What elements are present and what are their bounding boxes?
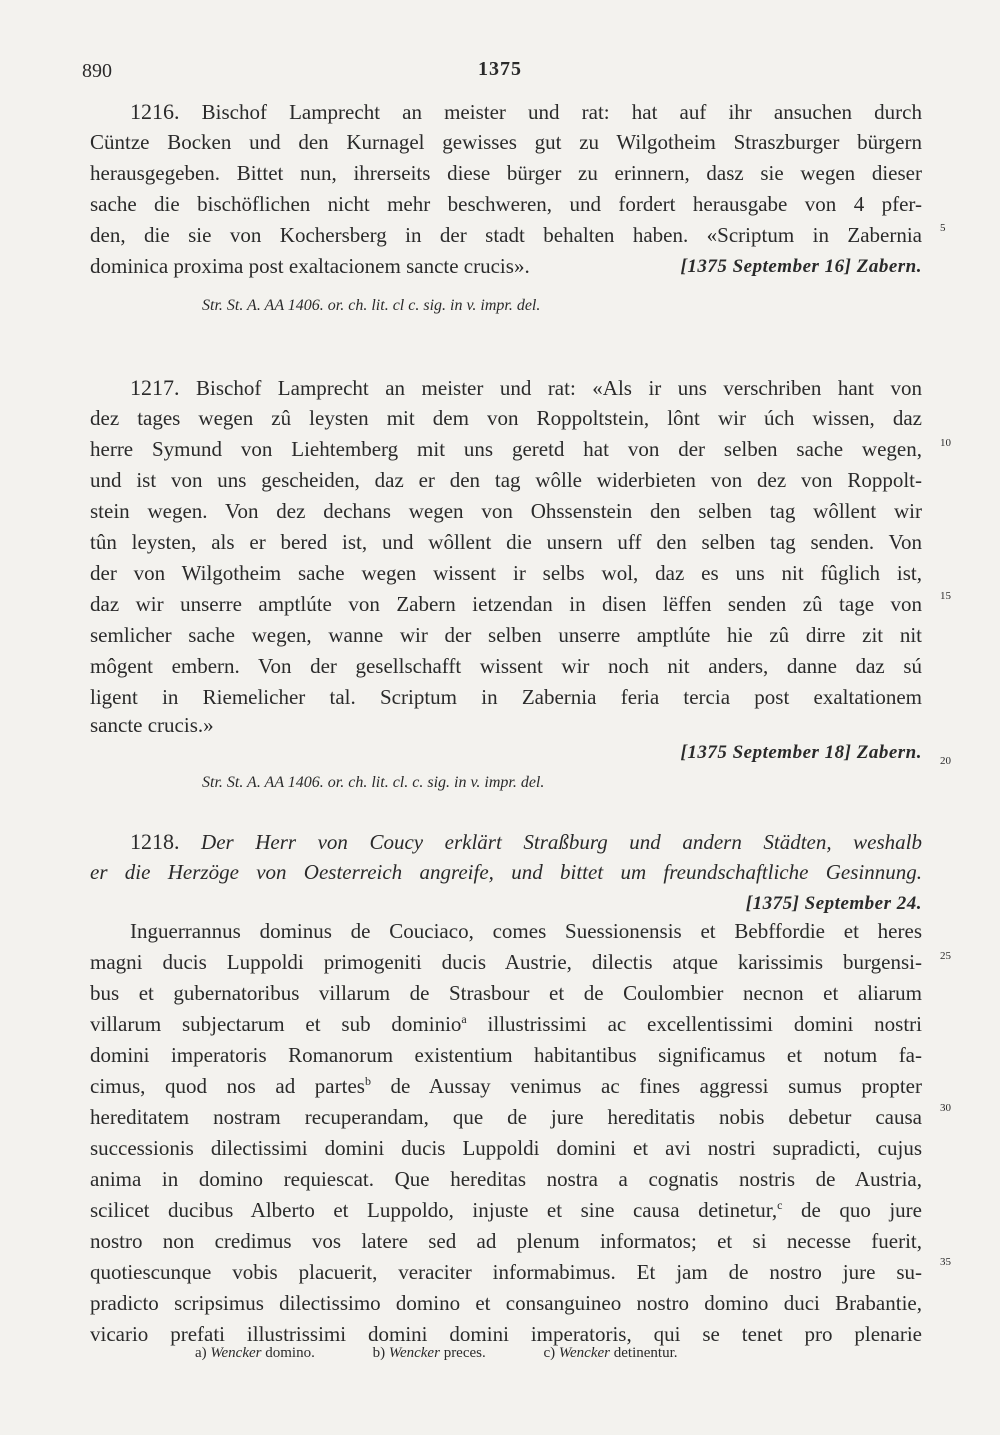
doc-line: quotiescunque vobis placuerit, veraciter informabimus. Et jam de nostro jure su-	[90, 1260, 922, 1284]
doc-line: herre Symund von Liehtemberg mit uns geretd hat von der selben sache wegen,	[90, 437, 922, 461]
doc-line: hereditatem nostram recuperandam, que de jure hereditatis nobis debetur causa	[90, 1105, 922, 1129]
doc-heading-line: er die Herzöge von Oesterreich angreife, und bittet um freundschaftliche Gesinnung.	[90, 860, 922, 884]
doc-line: scilicet ducibus Alberto et Luppoldo, injuste et sine causa detinetur,$^c$ de quo jure	[90, 1198, 922, 1222]
doc-line: dominica proxima post exaltacionem sancte crucis». [1375 September 16] Zabern.	[90, 251, 922, 282]
doc-line: 1216. Bischof Lamprecht an meister und rat: hat auf ihr ansuchen durch	[130, 99, 922, 124]
footnote-marker: b	[364, 1074, 371, 1088]
document-date: [1375] September 24.	[745, 893, 922, 914]
margin-line-number: 10	[940, 437, 951, 449]
document-1216	[90, 96, 922, 320]
document-number: 1217.	[130, 375, 180, 400]
doc-line: daz wir unserre amptlúte von Zabern ietzendan in disen lëffen senden zû tage von	[90, 592, 922, 616]
doc-line: und ist von uns gescheiden, daz er den tag wôlle widerbieten von dez von Roppolt-	[90, 468, 922, 492]
footnote-a: a) Wencker domino.	[195, 1345, 315, 1361]
document-1217	[90, 372, 922, 797]
doc-line: successionis dilectissimi domini ducis Luppoldi domini et avi nostri supradicti, cujus	[90, 1136, 922, 1160]
doc-line: semlicher sache wegen, wanne wir der selben unserre amptlúte hie zû dirre zit nit	[90, 623, 922, 647]
document-number: 1218.	[130, 829, 180, 854]
doc-line: bus et gubernatoribus villarum de Strasbour et de Coulombier necnon et aliarum	[90, 981, 922, 1005]
margin-line-number: 5	[940, 222, 946, 234]
doc-line: ligent in Riemelicher tal. Scriptum in Zabernia feria tercia post exaltationem	[90, 685, 922, 709]
footnote-marker: c	[777, 1198, 783, 1212]
margin-line-number: 30	[940, 1102, 951, 1114]
doc-line: herausgegeben. Bittet nun, ihrerseits diese bürger zu erinnern, dasz sie wegen dieser	[90, 161, 922, 185]
document-date: [1375 September 18] Zabern.	[680, 742, 922, 763]
document-date: [1375 September 16] Zabern.	[680, 256, 922, 277]
running-head-year: 1375	[478, 58, 522, 80]
footnote-c: c) Wencker detinentur.	[543, 1345, 678, 1361]
doc-line: villarum subjectarum et sub dominio$^a$ illustrissimi ac excellentissimi domini nostri	[90, 1012, 922, 1036]
doc-line: stein wegen. Von dez dechans wegen von Ohssenstein den selben tag wôllent wir	[90, 499, 922, 523]
doc-line	[90, 737, 922, 765]
footnotes	[195, 1345, 732, 1362]
source-citation: Str. St. A. AA 1406. or. ch. lit. cl. c. sig. in v. impr. del.	[202, 774, 545, 791]
doc-line: tûn leysten, als er bered ist, und wôllent die unsern uff den selben tag senden. Von	[90, 530, 922, 554]
doc-line: anima in domino requiescat. Que hereditas nostra a cognatis nostris de Austria,	[90, 1167, 922, 1191]
document-number: 1216.	[130, 99, 180, 124]
doc-line: 1217. Bischof Lamprecht an meister und rat: «Als ir uns verschriben hant von	[130, 375, 922, 400]
doc-line: cimus, quod nos ad partes$^b$ de Aussay venimus ac fines aggressi sumus propter	[90, 1074, 922, 1098]
source-citation: Str. St. A. AA 1406. or. ch. lit. cl c. sig. in v. impr. del.	[202, 297, 541, 314]
doc-line: domini imperatoris Romanorum existentium habitantibus significamus et notum fa-	[90, 1043, 922, 1067]
doc-heading-line: 1218. Der Herr von Coucy erklärt Straßburg und andern Städten, weshalb	[130, 829, 922, 854]
doc-line: magni ducis Luppoldi primogeniti ducis Austrie, dilectis atque karissimis burgensi-	[90, 950, 922, 974]
margin-line-number: 15	[940, 590, 951, 602]
doc-line: vicario prefati illustrissimi domini domini imperatoris, qui se tenet pro plenarie	[90, 1322, 922, 1346]
doc-line	[90, 888, 922, 916]
document-1218	[90, 826, 922, 1350]
doc-line: sancte crucis.»	[90, 713, 214, 737]
margin-line-number: 35	[940, 1256, 951, 1268]
page-header	[0, 60, 1000, 90]
margin-line-number: 20	[940, 755, 951, 767]
footnote-b: b) Wencker preces.	[372, 1345, 486, 1361]
margin-line-number: 25	[940, 950, 951, 962]
doc-line: Cüntze Bocken und den Kurnagel gewisses gut zu Wilgotheim Straszburger bürgern	[90, 130, 922, 154]
footnote-marker: a	[461, 1012, 467, 1026]
doc-line: dez tages wegen zû leysten mit dem von Roppoltstein, lônt wir úch wissen, daz	[90, 406, 922, 430]
doc-line: sache die bischöflichen nicht mehr beschweren, und fordert herausgabe von 4 pfer-	[90, 192, 922, 216]
page-number: 890	[82, 60, 112, 82]
doc-line: môgent embern. Von der gesellschafft wissent wir noch nit anders, danne daz sú	[90, 654, 922, 678]
doc-line: der von Wilgotheim sache wegen wissent ir selbs wol, daz es uns nit fûglich ist,	[90, 561, 922, 585]
doc-line: pradicto scripsimus dilectissimo domino et consanguineo nostro domino duci Brabantie,	[90, 1291, 922, 1315]
doc-line: nostro non credimus vos latere sed ad plenum informatos; et si necesse fuerit,	[90, 1229, 922, 1253]
doc-line: den, die sie von Kochersberg in der stadt behalten haben. «Scriptum in Zabernia	[90, 223, 922, 247]
doc-line: Inguerrannus dominus de Couciaco, comes Suessionensis et Bebffordie et heres	[130, 919, 922, 943]
